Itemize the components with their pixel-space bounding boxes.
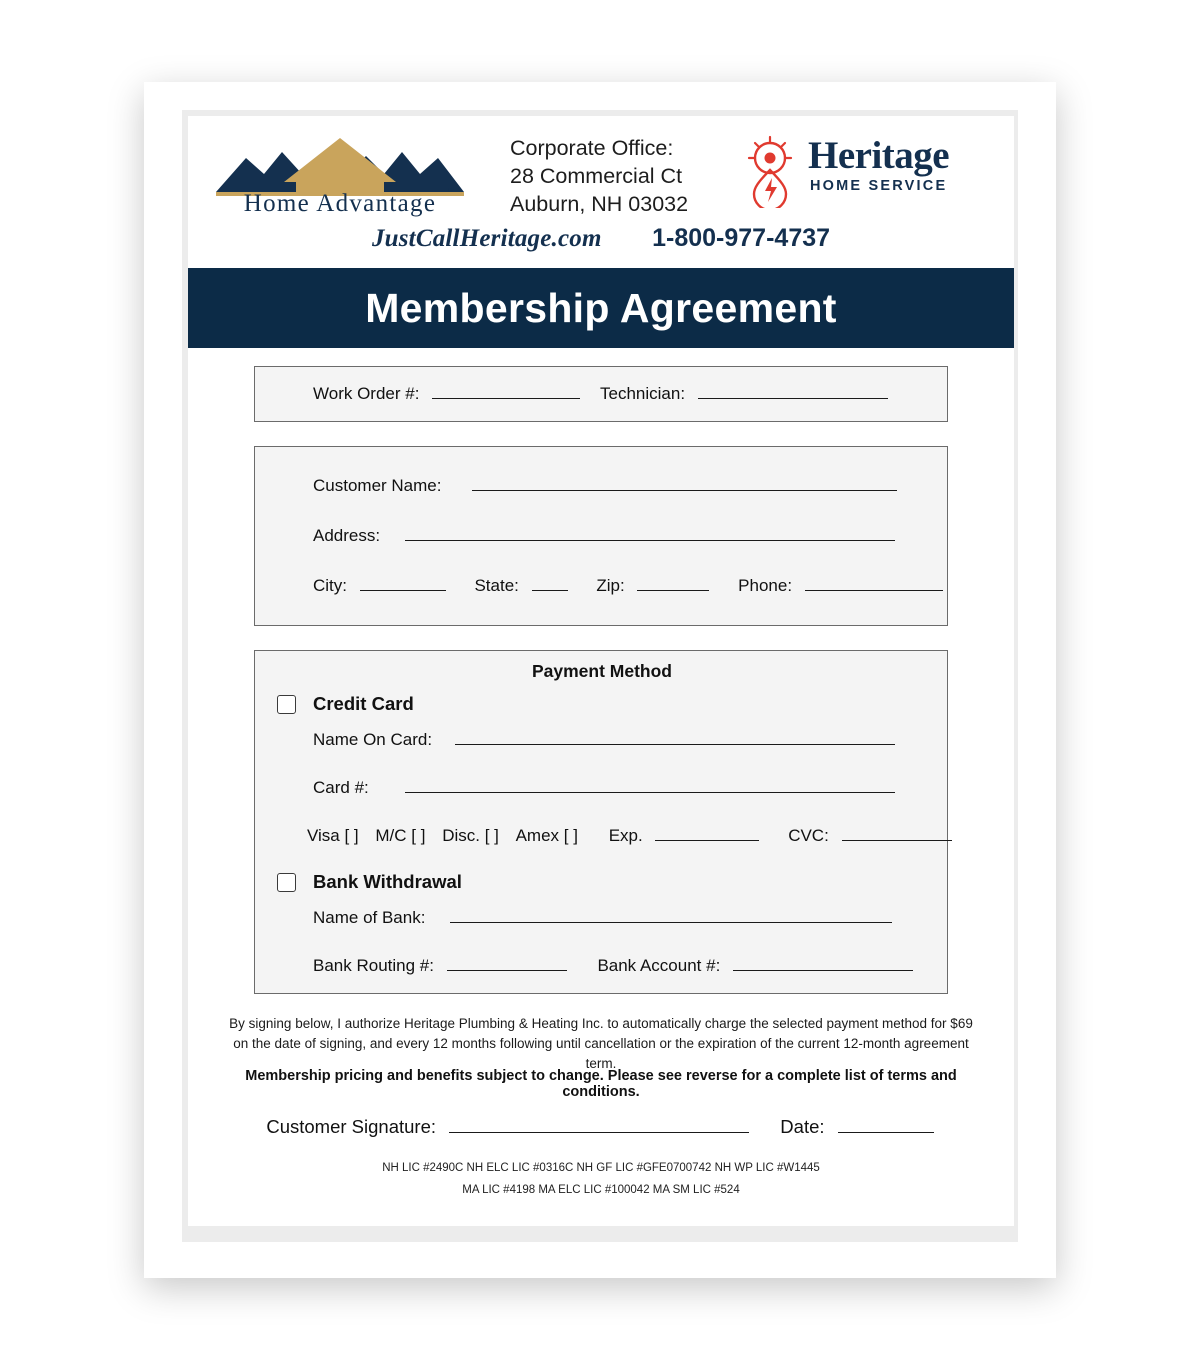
customer-name-field	[313, 475, 899, 496]
address-field	[313, 525, 897, 546]
name-of-bank-input[interactable]	[450, 907, 892, 923]
technician-input[interactable]	[698, 383, 888, 399]
bank-account-label: Bank Account #:	[597, 956, 721, 975]
trademark-symbol: ™	[446, 186, 455, 196]
card-type-row	[307, 825, 954, 846]
corporate-office-line-1: Corporate Office:	[510, 136, 674, 160]
signature-row	[188, 1116, 1014, 1138]
zip-label: Zip:	[596, 576, 625, 595]
zip-input[interactable]	[637, 575, 709, 591]
card-type-mastercard[interactable]: M/C [ ]	[375, 826, 426, 845]
home-advantage-wordmark: Home Advantage	[243, 190, 437, 217]
name-of-bank-field	[313, 907, 894, 928]
name-on-card-field	[313, 729, 897, 750]
card-type-visa[interactable]: Visa [ ]	[307, 826, 359, 845]
card-type-amex[interactable]: Amex [ ]	[515, 826, 578, 845]
membership-agreement-document	[188, 116, 1014, 1226]
customer-signature-label: Customer Signature:	[266, 1116, 437, 1137]
city-label: City:	[313, 576, 347, 595]
document-title-bar	[188, 268, 1014, 348]
customer-name-input[interactable]	[472, 475, 897, 491]
page-title: Membership Agreement	[365, 284, 837, 331]
license-line-1: NH LIC #2490C NH ELC LIC #0316C NH GF LIC #GFE0700742 NH WP LIC #W1445	[382, 1162, 820, 1174]
heritage-brand-name: Heritage	[808, 134, 950, 177]
work-order-section	[254, 366, 948, 422]
work-order-input[interactable]	[432, 383, 580, 399]
city-state-zip-phone-row	[313, 575, 945, 596]
customer-name-label: Customer Name:	[313, 476, 442, 495]
heritage-brand-subtitle: HOME SERVICE	[810, 178, 948, 194]
bank-withdrawal-checkbox[interactable]	[277, 873, 296, 892]
customer-info-section	[254, 446, 948, 626]
contact-line	[188, 224, 1014, 253]
corporate-office-block	[510, 134, 688, 218]
pricing-notice-text: Membership pricing and benefits subject to change. Please see reverse for a complete list of terms and conditions.	[245, 1068, 957, 1100]
cvc-label: CVC:	[788, 826, 829, 845]
corporate-office-line-2: 28 Commercial Ct	[510, 164, 683, 188]
payment-method-section	[254, 650, 948, 994]
address-input[interactable]	[405, 525, 895, 541]
work-order-label: Work Order #:	[313, 384, 420, 403]
address-label: Address:	[313, 526, 381, 545]
date-label: Date:	[780, 1116, 825, 1137]
bank-routing-label: Bank Routing #:	[313, 956, 434, 975]
corporate-office-line-3: Auburn, NH 03032	[510, 192, 689, 216]
state-label: State:	[474, 576, 519, 595]
card-type-discover[interactable]: Disc. [ ]	[442, 826, 499, 845]
card-number-field	[313, 777, 897, 798]
credit-card-checkbox[interactable]	[277, 695, 296, 714]
date-input[interactable]	[838, 1117, 934, 1133]
document-header	[188, 116, 1014, 268]
bank-routing-input[interactable]	[447, 955, 567, 971]
technician-label: Technician:	[600, 384, 686, 403]
city-input[interactable]	[360, 575, 446, 591]
card-number-label: Card #:	[313, 778, 369, 797]
cvc-input[interactable]	[842, 825, 952, 841]
phone-number[interactable]: 1-800-977-4737	[652, 224, 831, 252]
customer-signature-input[interactable]	[449, 1117, 749, 1133]
phone-input[interactable]	[805, 575, 943, 591]
phone-label: Phone:	[738, 576, 793, 595]
payment-method-heading: Payment Method	[531, 661, 673, 681]
name-of-bank-label: Name of Bank:	[313, 908, 426, 927]
bank-numbers-row	[313, 955, 915, 976]
authorization-text: By signing below, I authorize Heritage Plumbing & Heating Inc. to automatically charge the selected payment method for $69 on the date of signing, and every 12 months following until cancellation or the expiration of the current 12-month agreement term.	[229, 1016, 973, 1071]
state-input[interactable]	[532, 575, 568, 591]
expiration-label: Exp.	[608, 826, 643, 845]
card-number-input[interactable]	[405, 777, 895, 793]
bank-withdrawal-label: Bank Withdrawal	[313, 871, 462, 892]
bank-account-input[interactable]	[733, 955, 913, 971]
name-on-card-input[interactable]	[455, 729, 895, 745]
credit-card-label: Credit Card	[313, 693, 414, 714]
work-order-field	[313, 383, 582, 404]
license-line-2: MA LIC #4198 MA ELC LIC #100042 MA SM LIC #524	[462, 1184, 740, 1196]
website-link[interactable]: JustCallHeritage.com	[371, 225, 602, 252]
technician-field	[600, 383, 890, 404]
expiration-input[interactable]	[655, 825, 759, 841]
name-on-card-label: Name On Card:	[313, 730, 433, 749]
